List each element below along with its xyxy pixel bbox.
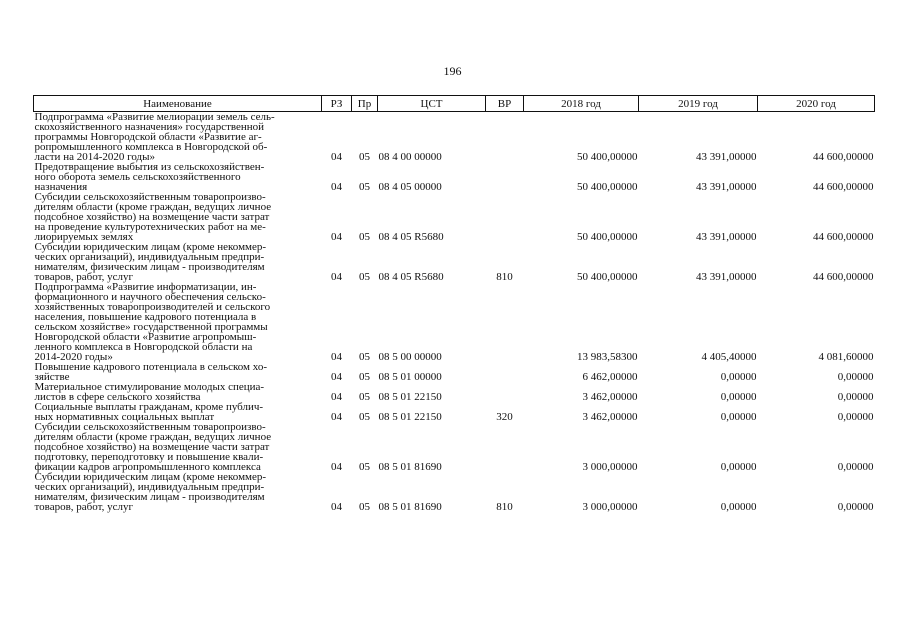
- cell-rz: 04: [331, 371, 342, 383]
- cell-2019: 0,00000: [720, 371, 757, 383]
- cell-name: [34, 282, 322, 362]
- cell-cst: 08 5 01 81690: [378, 501, 442, 513]
- name-line: ропромышленного комплекса в Новгородской об-: [34, 141, 268, 153]
- name-line: ческих организаций), индивидуальным предпри-: [34, 481, 265, 493]
- table-row: [34, 402, 875, 422]
- cell-cst: 08 5 01 00000: [378, 371, 442, 383]
- cell-2018: 6 462,00000: [582, 371, 638, 383]
- name-line: Субсидии сельскохозяйственным товаропроизво-: [34, 191, 266, 203]
- cell-name: [34, 362, 322, 382]
- cell-vr: [486, 192, 524, 242]
- cell-cst: 08 5 01 81690: [378, 461, 442, 473]
- cell-vr: [486, 382, 524, 402]
- name-line: подсобное хозяйство) на возмещение части затрат: [34, 441, 270, 453]
- cell-vr: [486, 162, 524, 192]
- cell-vr: [486, 362, 524, 382]
- cell-rz: 04: [331, 151, 342, 163]
- cell-vr: 810: [496, 501, 513, 513]
- cell-pr: 05: [359, 351, 370, 363]
- cell-vr: [486, 112, 524, 163]
- cell-2020: 0,00000: [837, 461, 874, 473]
- name-line: сельском хозяйстве» государственной программы: [34, 321, 268, 333]
- cell-cst: 08 4 05 R5680: [378, 231, 444, 243]
- table-row: [34, 192, 875, 242]
- cell-cst: 08 5 01 22150: [378, 411, 442, 423]
- cell-2018: 3 462,00000: [582, 391, 638, 403]
- cell-2018: 50 400,00000: [577, 181, 638, 193]
- cell-2020: 4 081,60000: [818, 351, 874, 363]
- header-pr: Пр: [352, 96, 378, 112]
- cell-rz: 04: [331, 461, 342, 473]
- cell-rz: 04: [331, 391, 342, 403]
- name-line: Субсидии юридическим лицам (кроме некоммер-: [34, 241, 267, 253]
- name-line: Повышение кадрового потенциала в сельском хо-: [34, 361, 268, 373]
- name-line: скохозяйственного назначения» государственной: [34, 121, 265, 133]
- table-row: [34, 162, 875, 192]
- cell-vr: [486, 422, 524, 472]
- cell-2018: 3 462,00000: [582, 411, 638, 423]
- cell-2020: 0,00000: [837, 391, 874, 403]
- cell-name: [34, 112, 322, 163]
- name-line: товаров, работ, услуг: [34, 271, 133, 283]
- cell-2020: 44 600,00000: [813, 271, 874, 283]
- name-line: Субсидии юридическим лицам (кроме некоммер-: [34, 471, 267, 483]
- cell-2019: 43 391,00000: [696, 181, 757, 193]
- table-row: [34, 362, 875, 382]
- header-2019: 2019 год: [639, 96, 758, 112]
- name-line: Новгородской области «Развитие агропромыш-: [34, 331, 257, 343]
- name-line: населения, повышение кадрового потенциала в: [34, 311, 257, 323]
- name-line: ного оборота земель сельскохозяйственного: [34, 171, 241, 183]
- cell-cst: 08 5 01 22150: [378, 391, 442, 403]
- name-line: дителям области (кроме граждан, ведущих личное: [34, 431, 272, 443]
- cell-vr: 810: [496, 271, 513, 283]
- cell-2019: 0,00000: [720, 391, 757, 403]
- cell-2019: 0,00000: [720, 461, 757, 473]
- name-line: подготовку, переподготовку и повышение квали-: [34, 451, 264, 463]
- cell-name: [34, 242, 322, 282]
- name-line: ных нормативных социальных выплат: [34, 411, 215, 423]
- cell-2019: 43 391,00000: [696, 231, 757, 243]
- table-row: [34, 382, 875, 402]
- header-name: Наименование: [34, 96, 322, 112]
- name-line: нимателям, физическим лицам - производителям: [34, 261, 265, 273]
- cell-vr: [486, 282, 524, 362]
- name-line: Материальное стимулирование молодых специа-: [34, 381, 265, 393]
- cell-pr: 05: [359, 181, 370, 193]
- cell-2018: 13 983,58300: [577, 351, 638, 363]
- name-line: Подпрограмма «Развитие информатизации, ин-: [34, 281, 257, 293]
- cell-pr: 05: [359, 501, 370, 513]
- cell-rz: 04: [331, 181, 342, 193]
- cell-name: [34, 192, 322, 242]
- name-line: ласти на 2014-2020 годы»: [34, 151, 156, 163]
- cell-2019: 0,00000: [720, 501, 757, 513]
- cell-2018: 50 400,00000: [577, 151, 638, 163]
- cell-2018: 3 000,00000: [582, 461, 638, 473]
- cell-name: [34, 402, 322, 422]
- name-line: товаров, работ, услуг: [34, 501, 133, 513]
- cell-2020: 44 600,00000: [813, 151, 874, 163]
- cell-vr: 320: [496, 411, 513, 423]
- name-line: Подпрограмма «Развитие мелиорации земель сель-: [34, 111, 275, 123]
- budget-table: [33, 95, 875, 512]
- cell-2019: 43 391,00000: [696, 151, 757, 163]
- header-cst: ЦСТ: [378, 96, 486, 112]
- cell-2020: 0,00000: [837, 501, 874, 513]
- name-line: программы Новгородской области «Развитие аг-: [34, 131, 262, 143]
- cell-2019: 43 391,00000: [696, 271, 757, 283]
- cell-rz: 04: [331, 231, 342, 243]
- cell-cst: 08 4 05 R5680: [378, 271, 444, 283]
- name-line: на проведение культуротехнических работ на ме-: [34, 221, 266, 233]
- table-row: [34, 282, 875, 362]
- cell-pr: 05: [359, 411, 370, 423]
- cell-name: [34, 472, 322, 512]
- name-line: Субсидии сельскохозяйственным товаропроизво-: [34, 421, 266, 433]
- cell-2020: 44 600,00000: [813, 231, 874, 243]
- cell-2018: 3 000,00000: [582, 501, 638, 513]
- cell-pr: 05: [359, 151, 370, 163]
- cell-2019: 0,00000: [720, 411, 757, 423]
- table-row: [34, 472, 875, 512]
- cell-2019: 4 405,40000: [701, 351, 757, 363]
- cell-pr: 05: [359, 391, 370, 403]
- cell-2018: 50 400,00000: [577, 271, 638, 283]
- page-number: 196: [443, 64, 462, 78]
- cell-2020: 44 600,00000: [813, 181, 874, 193]
- table-header-row: [34, 96, 875, 112]
- name-line: Социальные выплаты гражданам, кроме публич-: [34, 401, 264, 413]
- header-vr: ВР: [486, 96, 524, 112]
- cell-cst: 08 5 00 00000: [378, 351, 442, 363]
- table-body: [34, 112, 875, 513]
- name-line: ленного комплекса в Новгородской области на: [34, 341, 253, 353]
- name-line: лиорируемых землях: [34, 231, 134, 243]
- cell-pr: 05: [359, 461, 370, 473]
- cell-rz: 04: [331, 501, 342, 513]
- table-row: [34, 242, 875, 282]
- table-row: [34, 422, 875, 472]
- name-line: Предотвращение выбытия из сельскохозяйствен-: [34, 161, 265, 173]
- name-line: хозяйственных товаропроизводителей и сельского: [34, 301, 271, 313]
- name-line: нимателям, физическим лицам - производителям: [34, 491, 265, 503]
- cell-rz: 04: [331, 411, 342, 423]
- header-2020: 2020 год: [758, 96, 875, 112]
- cell-pr: 05: [359, 371, 370, 383]
- name-line: 2014-2020 годы»: [34, 351, 113, 363]
- cell-pr: 05: [359, 271, 370, 283]
- cell-2020: 0,00000: [837, 371, 874, 383]
- name-line: зяйстве: [34, 371, 70, 383]
- cell-name: [34, 162, 322, 192]
- cell-2020: 0,00000: [837, 411, 874, 423]
- cell-name: [34, 422, 322, 472]
- cell-2018: 50 400,00000: [577, 231, 638, 243]
- cell-pr: 05: [359, 231, 370, 243]
- cell-name: [34, 382, 322, 402]
- name-line: подсобное хозяйство) на возмещение части затрат: [34, 211, 270, 223]
- name-line: формационного и научного обеспечения сельско-: [34, 291, 266, 303]
- name-line: ческих организаций), индивидуальным предпри-: [34, 251, 265, 263]
- header-2018: 2018 год: [524, 96, 639, 112]
- table-row: [34, 112, 875, 163]
- cell-cst: 08 4 00 00000: [378, 151, 442, 163]
- name-line: назначения: [34, 181, 88, 193]
- header-rz: РЗ: [322, 96, 352, 112]
- cell-rz: 04: [331, 351, 342, 363]
- name-line: фикации кадров агропромышленного комплекса: [34, 461, 261, 473]
- cell-rz: 04: [331, 271, 342, 283]
- cell-cst: 08 4 05 00000: [378, 181, 442, 193]
- name-line: листов в сфере сельского хозяйства: [34, 391, 201, 403]
- name-line: дителям области (кроме граждан, ведущих личное: [34, 201, 272, 213]
